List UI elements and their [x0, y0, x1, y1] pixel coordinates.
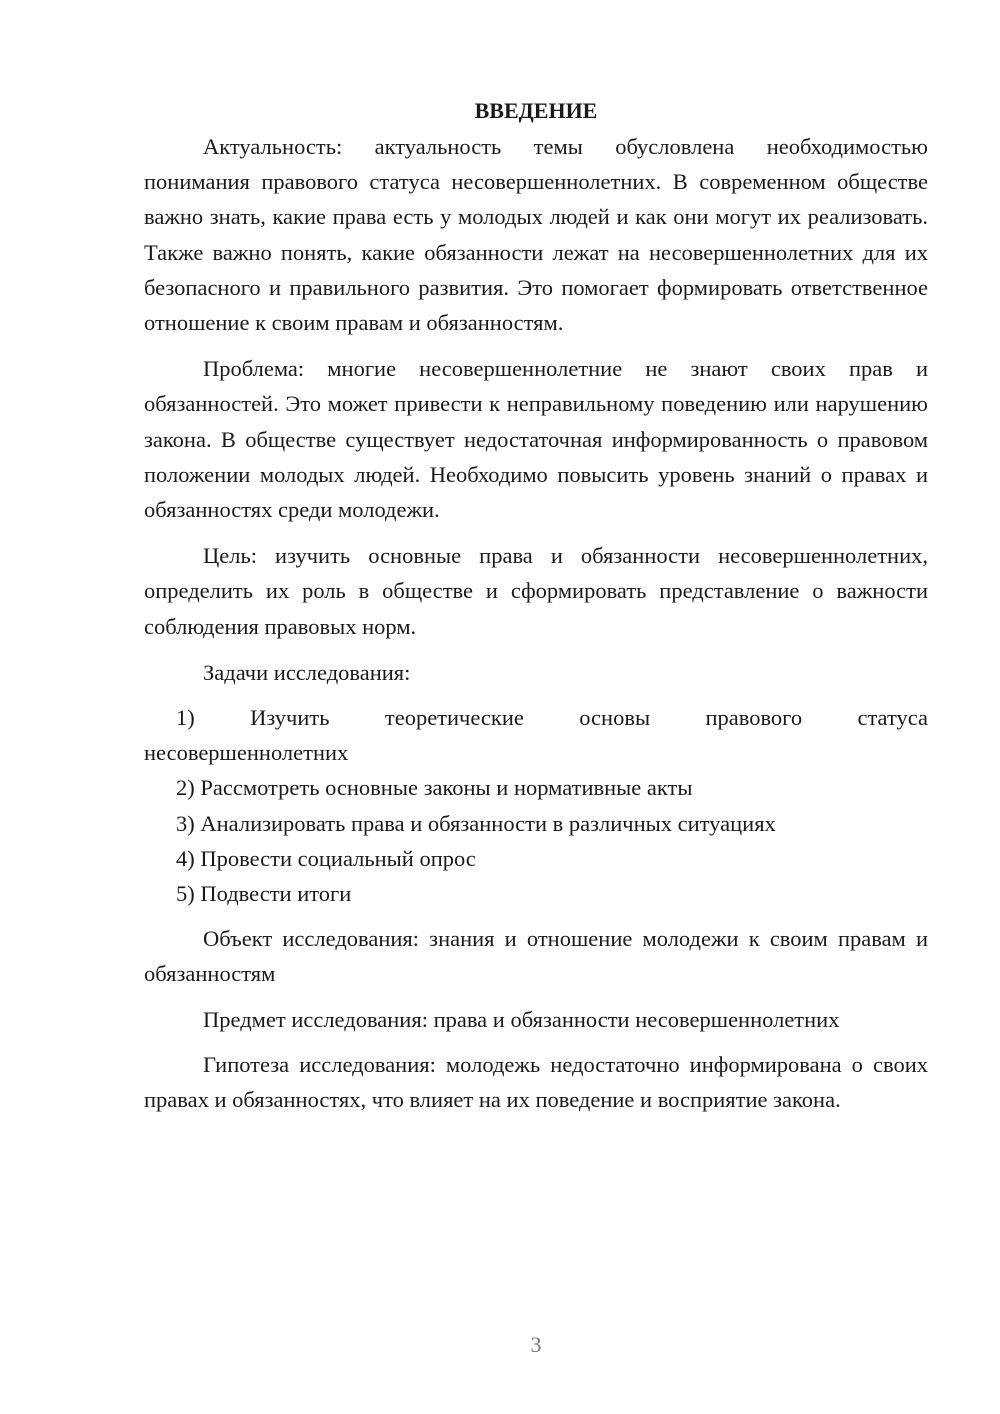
paragraph-problem: Проблема: многие несовершеннолетние не знают своих прав и обязанностей. Это может привести к неправильному поведению или нарушению закона. В обществе существует недостаточная информированность о правовом положении молодых людей. Необходимо повысить уровень знаний о правах и обязанностях среди молодежи. — [144, 356, 928, 523]
page-number: 3 — [530, 1332, 542, 1357]
task-item-1-line-2: несовершеннолетних — [144, 740, 349, 766]
tasks-heading: Задачи исследования: — [203, 659, 411, 685]
paragraph-relevance: Актуальность: актуальность темы обусловлена необходимостью понимания правового статуса несовершеннолетних. В современном обществе важно знать, какие права есть у молодых людей и как они могут их реализовать. Также важно понять, какие обязанности лежат на несовершеннолетних для их безопасного и правильного развития. Это помогает формировать ответственное отношение к своим правам и обязанностям. — [144, 134, 928, 336]
task-item-2: 2) Рассмотреть основные законы и нормативные акты — [176, 775, 693, 801]
task-item-5: 5) Подвести итоги — [176, 881, 352, 907]
paragraph-subject: Предмет исследования: права и обязанности несовершеннолетних — [203, 1006, 840, 1032]
paragraph-object: Объект исследования: знания и отношение молодежи к своим правам и обязанностям — [144, 926, 928, 987]
paragraph-hypothesis: Гипотеза исследования: молодежь недостаточно информирована о своих правах и обязанностях, что влияет на их поведение и восприятие закона. — [144, 1051, 928, 1113]
tasks-list — [144, 700, 928, 911]
task-item-3: 3) Анализировать права и обязанности в различных ситуациях — [176, 810, 776, 836]
page-title: ВВЕДЕНИЕ — [474, 98, 598, 123]
paragraph-goal: Цель: изучить основные права и обязанности несовершеннолетних, определить их роль в обществе и сформировать представление о важности соблюдения правовых норм. — [144, 543, 928, 639]
page-content — [144, 93, 928, 1117]
task-item-1-line-1: 1) Изучить теоретические основы правового статуса — [176, 705, 928, 731]
task-item-4: 4) Провести социальный опрос — [176, 845, 476, 871]
